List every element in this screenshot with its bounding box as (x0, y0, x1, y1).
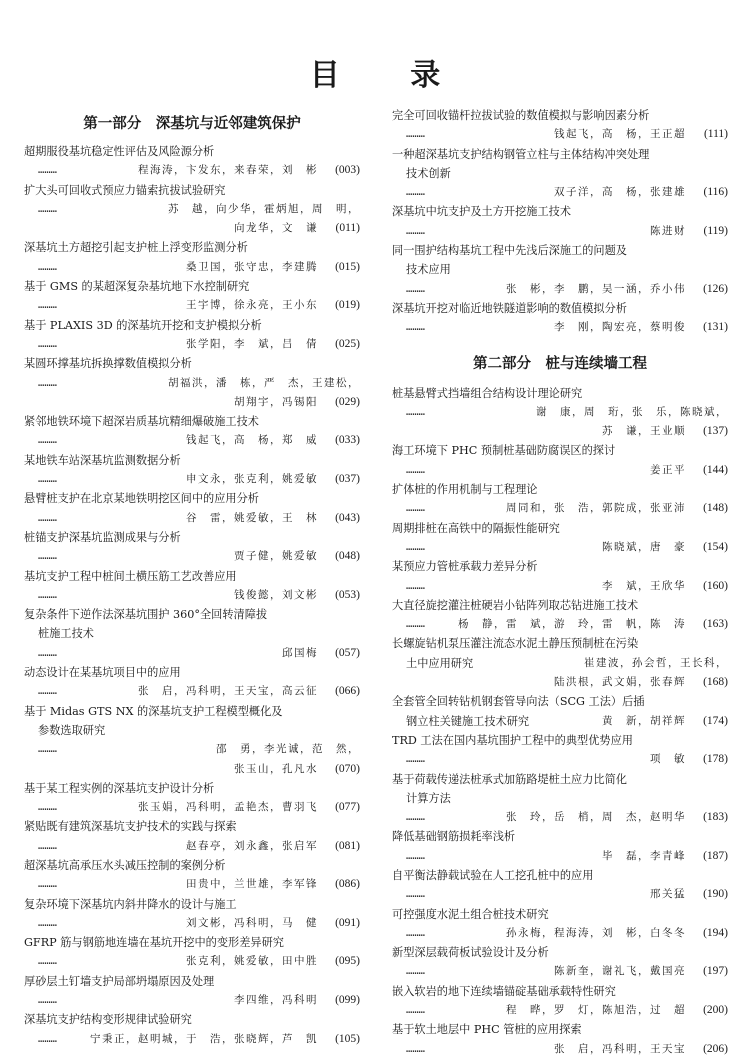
entry-author-line (24, 952, 360, 971)
entry-page-number: (119) (703, 224, 728, 237)
entry-title: 超深基坑高承压水头减压控制的案例分析 (24, 858, 226, 872)
toc-entry (392, 145, 728, 203)
entry-page-number: (070) (335, 762, 360, 775)
entry-author-line (392, 1040, 728, 1059)
entry-authors: 程 晔，罗 灯，陈旭浩，过 超 (506, 1004, 686, 1017)
section-heading: 第二部分 桩与连续墙工程 (473, 355, 647, 372)
entry-authors: 宁秉正，赵明城，于 浩，张晓辉，芦 凯 (90, 1032, 318, 1045)
toc-entry (24, 567, 360, 606)
entry-author-line (392, 962, 728, 981)
entry-authors: 陈晓斌，唐 豪 (602, 540, 686, 553)
toc-entry (392, 1020, 728, 1059)
entry-title: 复杂条件下逆作法深基坑围护 360°全回转清障拔 (24, 608, 268, 622)
entry-author-line (24, 798, 360, 817)
entry-author-line (392, 403, 728, 422)
toc-entry (24, 856, 360, 895)
entry-authors: 赵春亭，刘永鑫，张启军 (186, 839, 318, 852)
toc-left-column (24, 106, 360, 1049)
entry-authors: 钱起飞，高 杨，郑 威 (186, 434, 318, 447)
entry-title: 某圆环撑基坑拆换撑数值模拟分析 (24, 357, 192, 371)
section-heading: 第一部分 深基坑与近邻建筑保护 (83, 116, 301, 132)
leader-dots: ……… (406, 540, 425, 553)
toc-entries (392, 106, 728, 338)
entry-title: 深基坑土方超挖引起支护桩上浮变形监测分析 (24, 241, 248, 255)
entry-title: 某预应力管桩承载力差异分析 (392, 560, 538, 574)
entry-title-continued (392, 654, 728, 673)
entry-page-number: (011) (335, 222, 360, 235)
entry-author-line (24, 586, 360, 605)
leader-dots: ……… (38, 994, 57, 1007)
toc-entries (392, 384, 728, 1059)
entry-title: 一种超深基坑支护结构钢管立柱与主体结构冲突处理 (392, 147, 650, 161)
entry-authors: 邱国梅 (282, 646, 318, 659)
entry-title: 桩锚支护深基坑监测成果与分析 (24, 530, 181, 544)
toc-entry (392, 596, 728, 635)
entry-title: 厚砂层土钉墙支护局部坍塌原因及处理 (24, 974, 215, 988)
entry-authors: 张 启，冯科明，王天宝 (554, 1042, 686, 1055)
entry-page-number: (105) (335, 1032, 360, 1045)
entry-title: 同一围护结构基坑工程中先浅后深施工的问题及 (392, 244, 627, 258)
entry-authors: 谢 康，周 珩，张 乐，陈晓斌， (536, 405, 728, 418)
leader-dots: ……… (38, 164, 57, 177)
entry-page-number: (015) (335, 260, 360, 273)
leader-dots: ……… (38, 511, 57, 524)
entry-title: 嵌入软岩的地下连续墙锚碇基础承载特性研究 (392, 984, 616, 998)
entry-author-line (392, 318, 728, 337)
entry-author-line (24, 914, 360, 933)
toc-entry (392, 827, 728, 866)
entry-author-line (24, 161, 360, 180)
entry-title: 基于软土地层中 PHC 管桩的应用探索 (392, 1023, 582, 1037)
entry-authors: 程海涛，卞发东，来春荣，刘 彬 (138, 164, 318, 177)
entry-page-number: (099) (335, 994, 360, 1007)
entry-authors: 张 彬，李 鹏，吴一涵，乔小伟 (506, 282, 686, 295)
entry-authors: 钱俊懿，刘文彬 (234, 588, 318, 601)
entry-page-number: (126) (703, 282, 728, 295)
leader-dots: ……… (406, 1004, 425, 1017)
toc-entry (392, 557, 728, 596)
leader-dots: ……… (38, 646, 57, 659)
entry-author-line (24, 682, 360, 701)
entry-author-line (392, 280, 728, 299)
page-title: 目 录 (309, 58, 471, 93)
entry-title: 基于某工程实例的深基坑支护设计分析 (24, 781, 215, 795)
leader-dots: ……… (406, 405, 425, 418)
leader-dots: ……… (406, 579, 425, 592)
entry-author-line (24, 219, 360, 238)
toc-entry (24, 895, 360, 934)
entry-author-line (24, 258, 360, 277)
entry-authors: 胡福洪，潘 栋，严 杰，王建松， (168, 376, 360, 389)
entry-author-line (392, 885, 728, 904)
entry-author-line (392, 125, 728, 144)
entry-page-number: (095) (335, 955, 360, 968)
entry-authors: 杨 静，雷 斌，游 玲，雷 帆，陈 涛 (458, 618, 686, 631)
entry-page-number: (137) (703, 425, 728, 438)
toc-entry (24, 933, 360, 972)
entry-authors: 陆洪根，武文娟，张春辉 (554, 676, 686, 689)
entry-title: 新型深层载荷板试验设计及分析 (392, 946, 549, 960)
entry-title: TRD 工法在国内基坑围护工程中的典型优势应用 (392, 733, 633, 747)
leader-dots: ……… (38, 878, 57, 891)
entry-author-line (24, 470, 360, 489)
entry-author-line (24, 760, 360, 779)
toc-entry (392, 241, 728, 299)
entry-title: 可控强度水泥土组合桩技术研究 (392, 907, 549, 921)
leader-dots: ……… (38, 299, 57, 312)
entry-author-line (392, 538, 728, 557)
toc-entry (392, 770, 728, 828)
toc-entry (392, 441, 728, 480)
leader-dots: ……… (406, 753, 425, 766)
entry-author-line (24, 431, 360, 450)
toc-entry (392, 692, 728, 731)
leader-dots: ……… (406, 282, 425, 295)
entry-authors: 李四维，冯科明 (234, 994, 318, 1007)
entry-author-line (24, 296, 360, 315)
entry-authors: 孙永梅，程海涛，刘 彬，白冬冬 (506, 926, 686, 939)
toc-entry (24, 663, 360, 702)
leader-dots: ……… (406, 618, 425, 631)
toc-entry (392, 480, 728, 519)
leader-dots: ……… (406, 926, 425, 939)
toc-entry (24, 489, 360, 528)
leader-dots: ……… (38, 376, 57, 389)
toc-entry (24, 451, 360, 490)
entry-authors: 苏 谦，王业顺 (602, 425, 686, 438)
entry-page-number: (144) (703, 463, 728, 476)
entry-authors: 张 启，冯科明，王天宝，高云征 (138, 685, 318, 698)
toc-entry (392, 106, 728, 145)
entry-page-number: (033) (335, 434, 360, 447)
entry-page-number: (081) (335, 839, 360, 852)
entry-authors: 李 斌，王欣华 (602, 579, 686, 592)
entry-page-number: (154) (703, 540, 728, 553)
entry-author-line (392, 750, 728, 769)
entry-page-number: (148) (703, 502, 728, 515)
entry-author-line (392, 924, 728, 943)
entry-title: 基于 Midas GTS NX 的深基坑支护工程模型概化及 (24, 704, 283, 718)
entry-authors: 邢关猛 (650, 888, 686, 901)
entry-title: 动态设计在某基坑项目中的应用 (24, 666, 181, 680)
entry-title: 长螺旋钻机泵压灌注流态水泥土静压预制桩在污染 (392, 637, 639, 651)
leader-dots: ……… (38, 685, 57, 698)
entry-author-line (24, 1030, 360, 1049)
toc-entry (24, 238, 360, 277)
toc-entry (392, 202, 728, 241)
entry-authors: 钱起飞，高 杨，王正超 (554, 128, 686, 141)
leader-dots: ……… (406, 502, 425, 515)
entry-author-line (392, 222, 728, 241)
leader-dots: ……… (38, 202, 57, 215)
entry-author-line (24, 374, 360, 393)
entry-authors: 张 玲，岳 梢，周 杰，赵明华 (506, 811, 686, 824)
entry-page-number: (025) (335, 337, 360, 350)
entry-title: 深基坑中坑支护及土方开挖施工技术 (392, 205, 572, 219)
entry-title: 复杂环境下深基坑内斜井降水的设计与施工 (24, 897, 237, 911)
entry-author-line (24, 991, 360, 1010)
entry-page-number: (131) (703, 321, 728, 334)
entry-title: 自平衡法静载试验在人工挖孔桩中的应用 (392, 868, 594, 882)
entry-title: 基于荷载传递法桩承式加筋路堤桩土应力比简化 (392, 772, 627, 786)
entry-title: 基于 PLAXIS 3D 的深基坑开挖和支护模拟分析 (24, 318, 262, 332)
entry-title: 技术创新 (406, 166, 451, 180)
toc-entry (392, 519, 728, 558)
leader-dots: ……… (406, 128, 425, 141)
entry-authors: 张玉娟，冯科明，孟艳杰，曹羽飞 (138, 801, 318, 814)
entry-page-number: (086) (335, 878, 360, 891)
entry-authors: 向龙华，文 谦 (234, 222, 318, 235)
entry-title: GFRP 筋与钢筋地连墙在基坑开挖中的变形差异研究 (24, 936, 284, 950)
entry-title: 桩基悬臂式挡墙组合结构设计理论研究 (392, 386, 583, 400)
leader-dots: ……… (38, 916, 57, 929)
entry-authors: 姜正平 (650, 463, 686, 476)
entry-author-line (392, 422, 728, 441)
entry-author-line (392, 183, 728, 202)
entry-authors: 邵 勇，李光诚，范 然， (216, 743, 360, 756)
leader-dots: ……… (406, 1042, 425, 1055)
entry-authors: 周同和，张 浩，郭院成，张亚沛 (506, 502, 686, 515)
entry-authors: 张学阳，李 斌，吕 倩 (186, 337, 318, 350)
toc-entry (24, 972, 360, 1011)
entry-title: 紧贴既有建筑深基坑支护技术的实践与探索 (24, 820, 237, 834)
entry-page-number: (077) (335, 801, 360, 814)
entry-author-line (392, 808, 728, 827)
entry-page-number: (019) (335, 299, 360, 312)
entry-title: 基于 GMS 的某超深复杂基坑地下水控制研究 (24, 280, 250, 294)
toc-entry (392, 982, 728, 1021)
entry-page-number: (003) (335, 164, 360, 177)
leader-dots: ……… (406, 849, 425, 862)
entry-page-number: (160) (703, 579, 728, 592)
entry-title: 周期排桩在高铁中的隔振性能研究 (392, 521, 560, 535)
entry-title: 悬臂桩支护在北京某地铁明挖区间中的应用分析 (24, 492, 259, 506)
entry-authors: 贾子健，姚爱敏 (234, 550, 318, 563)
entry-authors: 申文永，张克利，姚爱敏 (186, 473, 318, 486)
entry-author-line (24, 644, 360, 663)
leader-dots: ……… (38, 1032, 57, 1045)
toc-entries (24, 142, 360, 1049)
entry-author-line (24, 837, 360, 856)
entry-title: 技术应用 (406, 263, 451, 277)
entry-page-number: (194) (703, 926, 728, 939)
entry-authors: 陈进财 (650, 224, 686, 237)
leader-dots: ……… (406, 224, 425, 237)
entry-page-number: (168) (703, 676, 728, 689)
entry-author-line (392, 673, 728, 692)
toc-entry (24, 605, 360, 663)
entry-page-number: (091) (335, 916, 360, 929)
toc-entry (24, 412, 360, 451)
entry-title: 扩大头可回收式预应力锚索抗拔试验研究 (24, 183, 226, 197)
entry-authors: 谷 雷，姚爱敏，王 林 (186, 511, 318, 524)
toc-entry (392, 866, 728, 905)
entry-title: 某地铁车站深基坑监测数据分析 (24, 453, 181, 467)
leader-dots: ……… (406, 811, 425, 824)
entry-title: 参数选取研究 (38, 723, 106, 737)
leader-dots: ……… (38, 260, 57, 273)
entry-page-number: (206) (703, 1042, 728, 1055)
entry-author-line (392, 461, 728, 480)
entry-page-number: (183) (703, 811, 728, 824)
entry-authors: 张克利，姚爱敏，田中胜 (186, 955, 318, 968)
toc-entry (24, 142, 360, 181)
entry-author-line (24, 547, 360, 566)
entry-title: 超期服役基坑稳定性评估及风险源分析 (24, 145, 215, 158)
entry-author-line (392, 577, 728, 596)
entry-page-number: (200) (703, 1004, 728, 1017)
entry-title: 完全可回收锚杆拉拔试验的数值模拟与影响因素分析 (392, 109, 650, 122)
toc-entry (24, 1010, 360, 1049)
entry-page-number: (029) (335, 395, 360, 408)
toc-entry (24, 316, 360, 355)
entry-page-number: (057) (335, 646, 360, 659)
entry-title-tail: 钢立柱关键施工技术研究 (406, 714, 530, 728)
toc-entry (24, 181, 360, 239)
entry-author-line (24, 200, 360, 219)
entry-authors: 刘文彬，冯科明，马 健 (186, 916, 318, 929)
entry-authors: 项 敏 (650, 753, 686, 766)
entry-authors: 王宇博，徐永亮，王小东 (186, 299, 318, 312)
entry-authors: 苏 越，向少华，霍炳旭，周 明， (168, 202, 360, 215)
leader-dots: ……… (38, 588, 57, 601)
entry-authors: 张玉山，孔凡水 (234, 762, 318, 775)
entry-page-number: (163) (703, 618, 728, 631)
entry-authors: 桑卫国，张守忠，李建腾 (186, 260, 318, 273)
entry-author-line (24, 740, 360, 759)
entry-page-number: (053) (335, 588, 360, 601)
leader-dots: ……… (406, 321, 425, 334)
toc-entry (392, 731, 728, 770)
entry-page-number: (037) (335, 473, 360, 486)
leader-dots: ……… (406, 888, 425, 901)
entry-page-number: (187) (703, 849, 728, 862)
entry-author-line (392, 847, 728, 866)
leader-dots: ……… (38, 473, 57, 486)
entry-page-number: (043) (335, 511, 360, 524)
entry-title: 大直径旋挖灌注桩硬岩小钻阵列取芯钻进施工技术 (392, 598, 639, 612)
leader-dots: ……… (38, 801, 57, 814)
entry-author-line (24, 335, 360, 354)
entry-page-number: (197) (703, 965, 728, 978)
leader-dots: ……… (38, 743, 57, 756)
entry-authors: 崔建波，孙会哲，王长科， (572, 656, 728, 669)
leader-dots: ……… (38, 434, 57, 447)
entry-title: 扩体桩的作用机制与工程理论 (392, 483, 538, 497)
entry-title: 海工环境下 PHC 预制桩基础防腐误区的探讨 (392, 444, 616, 458)
entry-author-line (392, 615, 728, 634)
entry-author-line (392, 1001, 728, 1020)
leader-dots: ……… (38, 955, 57, 968)
entry-title: 紧邻地铁环境下超深岩质基坑精细爆破施工技术 (24, 415, 259, 429)
entry-author-line (392, 499, 728, 518)
toc-entry (24, 702, 360, 779)
entry-title: 计算方法 (406, 791, 451, 805)
entry-title: 深基坑支护结构变形规律试验研究 (24, 1013, 192, 1027)
entry-page-number: (048) (335, 550, 360, 563)
toc-entry (24, 528, 360, 567)
entry-title: 全套管全回转钻机钢套管导向法（SCG 工法）后插 (392, 695, 645, 709)
toc-entry (392, 299, 728, 338)
entry-title: 深基坑开挖对临近地铁隧道影响的数值模拟分析 (392, 301, 627, 315)
entry-author-line (24, 509, 360, 528)
entry-title-tail: 土中应用研究 (406, 656, 474, 670)
toc-right-column (392, 106, 728, 1059)
leader-dots: ……… (38, 337, 57, 350)
entry-page-number: (111) (703, 128, 728, 141)
entry-title-continued (392, 712, 728, 731)
entry-authors: 陈新奎，谢礼飞，戴国亮 (554, 965, 686, 978)
leader-dots: ……… (38, 839, 57, 852)
entry-page-number: (174) (703, 714, 728, 727)
entry-authors: 黄 新，胡祥辉 (590, 714, 686, 727)
entry-authors: 李 刚，陶宏亮，蔡明俊 (554, 321, 686, 334)
entry-author-line (24, 393, 360, 412)
entry-title: 基坑支护工程中桩间土横压筋工艺改善应用 (24, 569, 237, 583)
leader-dots: ……… (406, 463, 425, 476)
toc-entry (392, 634, 728, 692)
entry-page-number: (178) (703, 753, 728, 766)
entry-authors: 胡翔宇，冯锡阳 (234, 395, 318, 408)
entry-title: 桩施工技术 (38, 627, 94, 641)
entry-page-number: (066) (335, 685, 360, 698)
leader-dots: ……… (406, 965, 425, 978)
toc-entry (392, 384, 728, 442)
toc-entry (24, 779, 360, 818)
entry-page-number: (190) (703, 888, 728, 901)
leader-dots: ……… (406, 186, 425, 199)
entry-title: 降低基础钢筋损耗率浅析 (392, 830, 516, 844)
toc-entry (24, 817, 360, 856)
toc-entry (24, 354, 360, 412)
entry-authors: 田贵中，兰世雄，李军锋 (186, 878, 318, 891)
toc-entry (392, 943, 728, 982)
entry-authors: 毕 磊，李青峰 (602, 849, 686, 862)
entry-author-line (24, 875, 360, 894)
entry-authors: 双子洋，高 杨，张建雄 (554, 186, 686, 199)
toc-entry (392, 905, 728, 944)
toc-entry (24, 277, 360, 316)
entry-page-number: (116) (703, 186, 728, 199)
leader-dots: ……… (38, 550, 57, 563)
